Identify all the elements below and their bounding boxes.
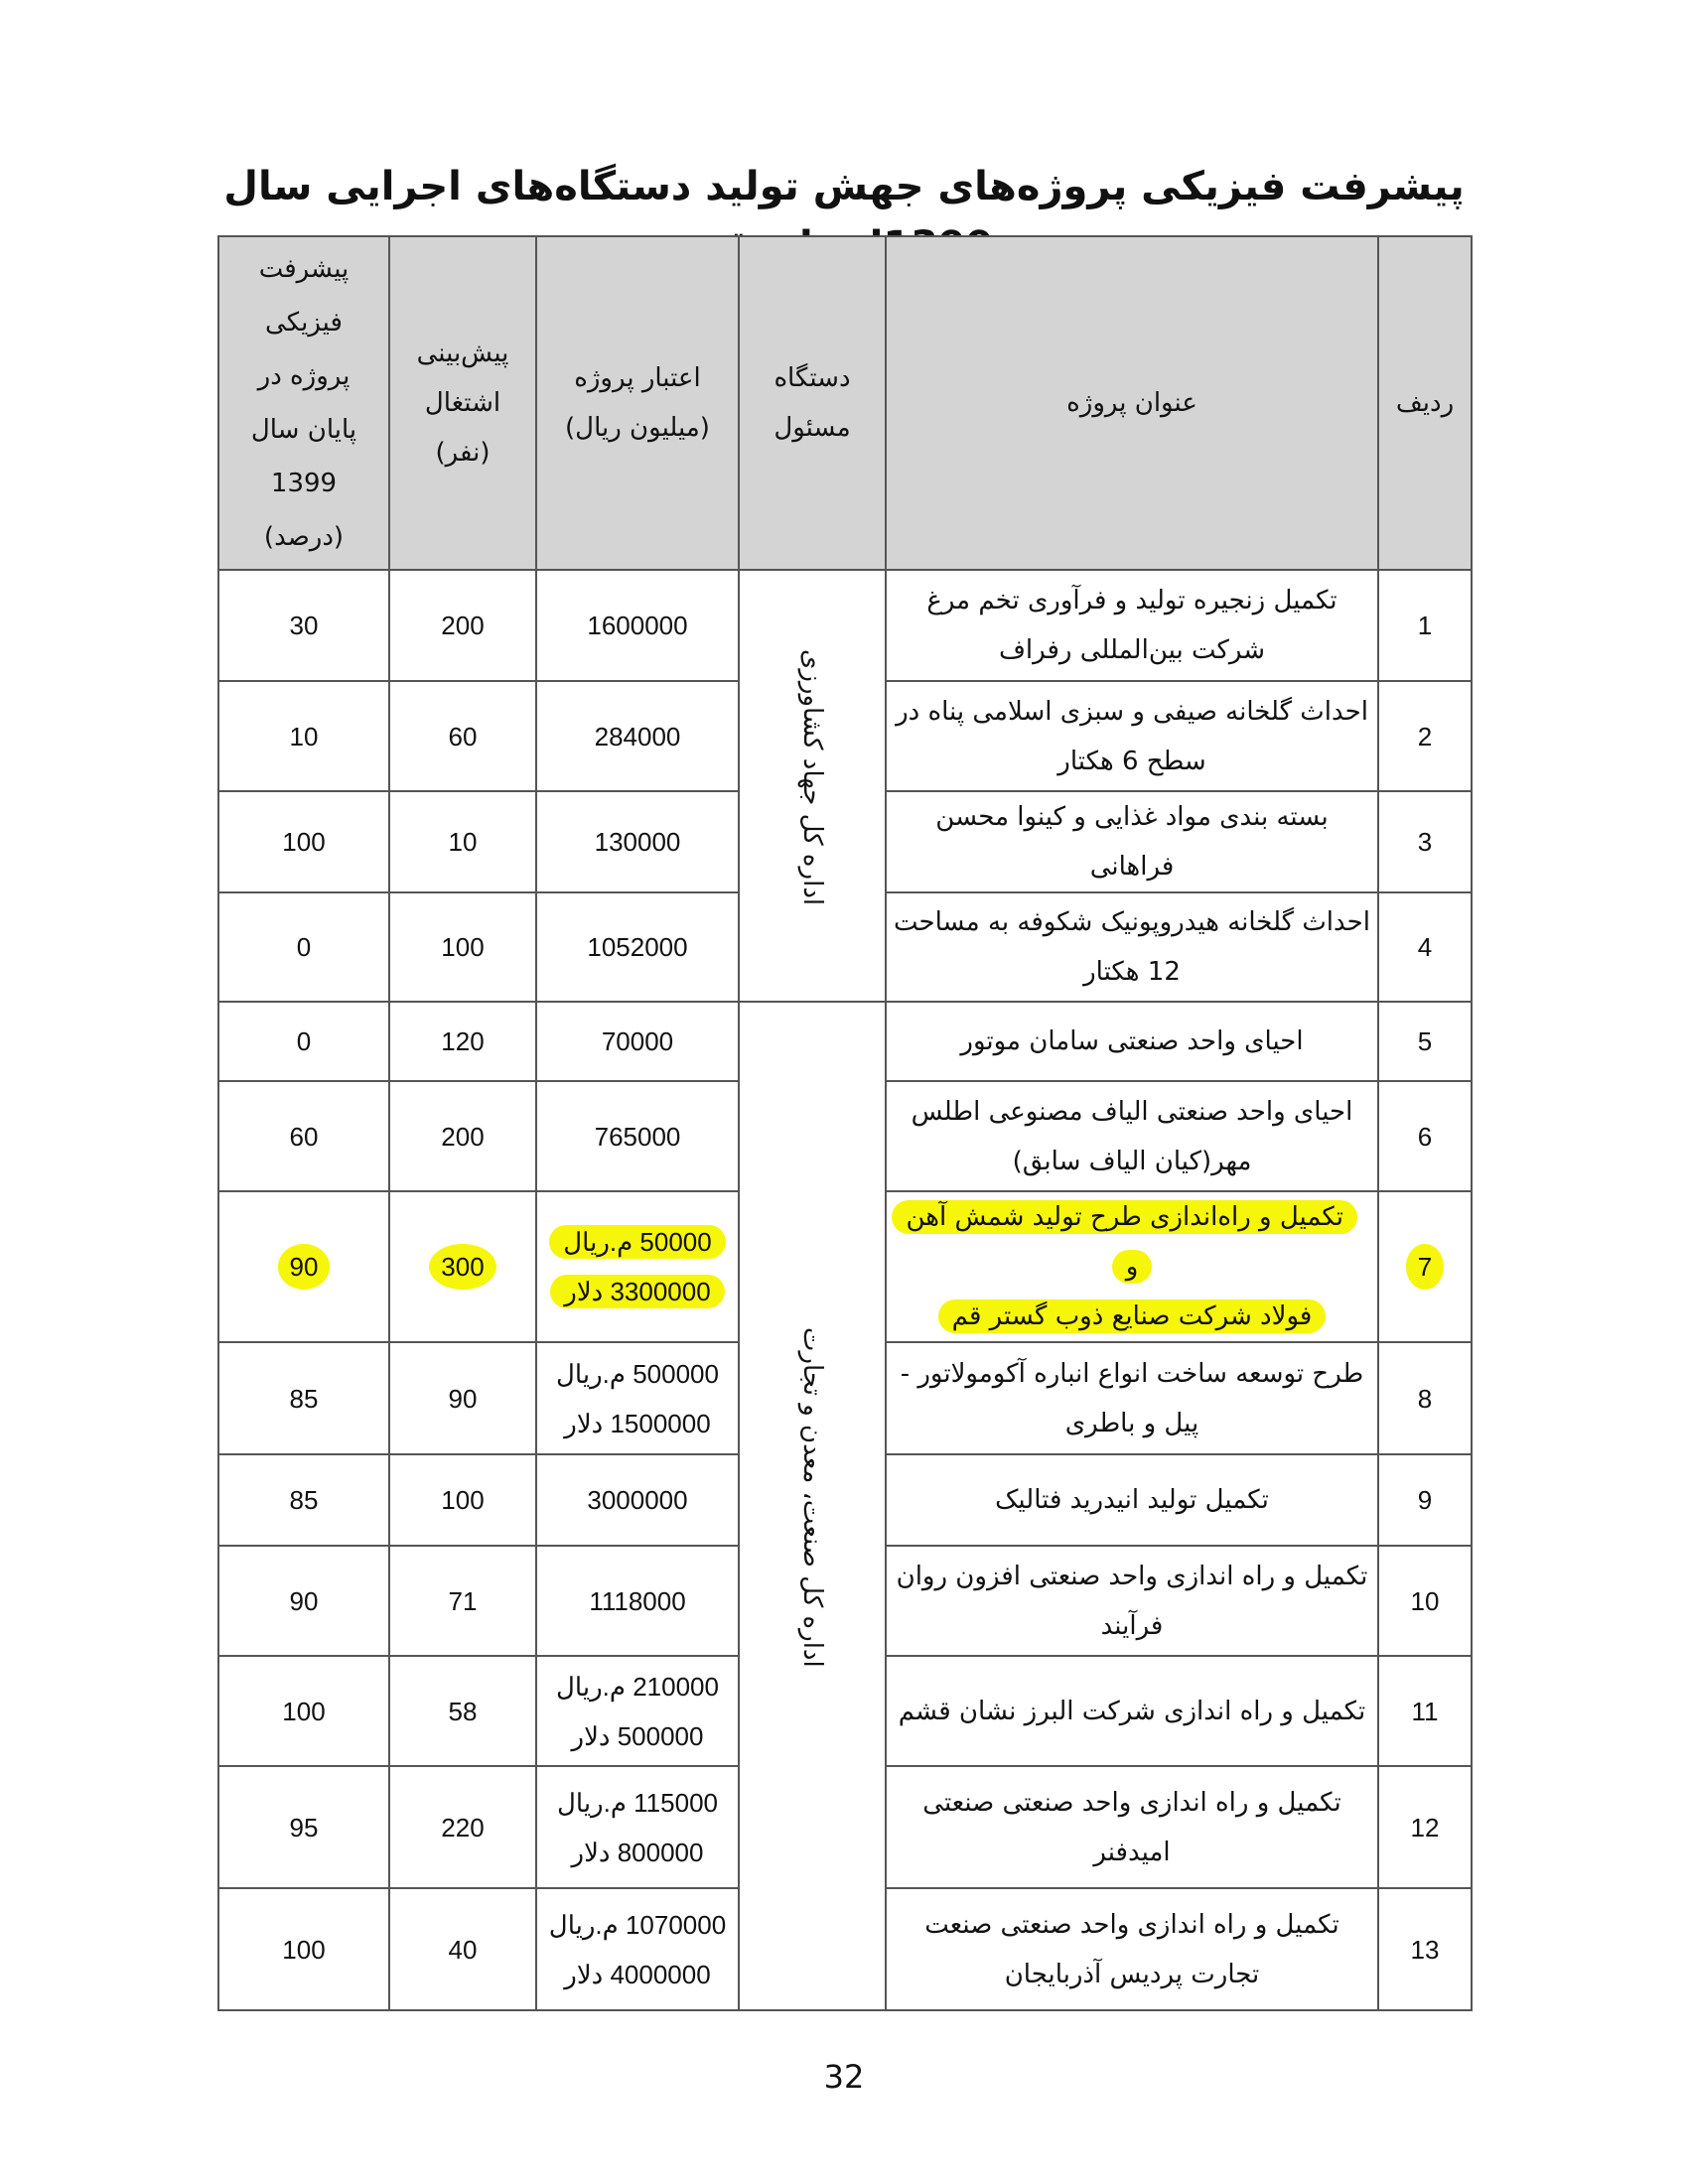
- employment-cell: 71: [389, 1546, 536, 1656]
- credit-cell: [536, 1888, 739, 2010]
- page-number: 32: [823, 2058, 865, 2096]
- highlight-mark: 50000 م.ریال: [549, 1225, 725, 1259]
- row-number: 4: [1378, 892, 1472, 1002]
- header-project-title: عنوان پروژه: [886, 236, 1378, 570]
- row-number: 2: [1378, 681, 1472, 791]
- project-title-line: شرکت بین‌المللی رفراف: [998, 635, 1265, 665]
- header-employment-line: پیش‌بینی: [416, 339, 509, 368]
- projects-table: [217, 235, 1473, 2011]
- credit-line: 1070000 م.ریال: [548, 1909, 727, 1940]
- credit-line: 500000 دلار: [571, 1720, 704, 1751]
- project-title-line: احداث گلخانه صیفی و سبزی اسلامی پناه در: [896, 696, 1368, 727]
- credit-line: 3000000: [587, 1485, 688, 1515]
- project-title-line: [893, 1292, 1371, 1341]
- header-credit-line: اعتبار پروژه: [574, 363, 701, 393]
- credit-cell: [536, 1342, 739, 1454]
- row-number: 1: [1378, 570, 1472, 681]
- row-number: 12: [1378, 1766, 1472, 1888]
- highlight-mark: 7: [1406, 1244, 1444, 1290]
- project-title: [886, 1766, 1378, 1888]
- credit-cell: [536, 1546, 739, 1656]
- project-title-line: سطح 6 هکتار: [1057, 746, 1206, 776]
- header-employment-line: (نفر): [435, 438, 491, 468]
- header-progress-line: 1399: [270, 469, 338, 498]
- highlight-mark: 90: [278, 1244, 331, 1290]
- progress-cell: 60: [218, 1081, 389, 1191]
- header-employment-line: اشتغال: [424, 388, 501, 418]
- project-title: [886, 892, 1378, 1002]
- credit-line: [543, 1267, 732, 1316]
- row-number: 6: [1378, 1081, 1472, 1191]
- header-department-line: مسئول: [774, 413, 851, 443]
- credit-cell: [536, 892, 739, 1002]
- credit-line: 500000 م.ریال: [556, 1358, 719, 1389]
- header-row-no: ردیف: [1378, 236, 1472, 570]
- department-cell-industry: [739, 1002, 886, 2010]
- employment-cell: [389, 1191, 536, 1342]
- project-title-line: احیای واحد صنعتی سامان موتور: [960, 1026, 1304, 1056]
- project-title: [886, 1191, 1378, 1342]
- progress-cell: 30: [218, 570, 389, 681]
- highlight-mark: 3300000 دلار: [550, 1275, 724, 1308]
- project-title-line: طرح توسعه ساخت انواع انباره آکومولاتور -: [900, 1358, 1364, 1389]
- progress-cell: 100: [218, 1888, 389, 2010]
- employment-cell: 58: [389, 1656, 536, 1766]
- project-title: [886, 1546, 1378, 1656]
- progress-cell: 100: [218, 791, 389, 892]
- project-title-line: مهر(کیان الیاف سابق): [1012, 1146, 1252, 1176]
- project-title: [886, 791, 1378, 892]
- project-title: [886, 1342, 1378, 1454]
- progress-cell: [218, 1191, 389, 1342]
- project-title-line: بسته بندی مواد غذایی و کینوا محسن فراهانی: [935, 802, 1329, 882]
- credit-line: 1600000: [587, 611, 688, 640]
- project-title-line: تجارت پردیس آذربایجان: [1004, 1959, 1260, 1989]
- credit-line: 210000 م.ریال: [556, 1671, 719, 1702]
- credit-line: 115000 م.ریال: [557, 1787, 718, 1818]
- highlight-mark: تکمیل و راه‌اندازی طرح تولید شمش آهن و: [892, 1200, 1357, 1284]
- progress-cell: 95: [218, 1766, 389, 1888]
- project-title: [886, 1454, 1378, 1546]
- row-number: 9: [1378, 1454, 1472, 1546]
- project-title-line: [893, 1192, 1371, 1292]
- row-number: 5: [1378, 1002, 1472, 1081]
- department-cell-agriculture: [739, 570, 886, 1002]
- employment-cell: 10: [389, 791, 536, 892]
- progress-cell: 10: [218, 681, 389, 791]
- credit-cell: [536, 1656, 739, 1766]
- row-number: 3: [1378, 791, 1472, 892]
- department-industry: اداره کل صنعت، معدن و تجارت: [797, 1327, 827, 1668]
- progress-cell: 85: [218, 1454, 389, 1546]
- project-title-line: فرآیند: [1100, 1610, 1164, 1641]
- header-department: [739, 236, 886, 570]
- employment-cell: 200: [389, 1081, 536, 1191]
- project-title: [886, 570, 1378, 681]
- progress-cell: 0: [218, 892, 389, 1002]
- credit-line: 800000 دلار: [571, 1837, 704, 1867]
- credit-line: 130000: [594, 827, 681, 857]
- table-row: [218, 570, 1472, 681]
- employment-cell: 60: [389, 681, 536, 791]
- project-title: [886, 1656, 1378, 1766]
- employment-cell: 100: [389, 892, 536, 1002]
- credit-line: 765000: [594, 1121, 681, 1152]
- credit-line: 1500000 دلار: [564, 1408, 711, 1438]
- progress-cell: 0: [218, 1002, 389, 1081]
- project-title: [886, 1888, 1378, 2010]
- credit-line: 70000: [601, 1026, 674, 1056]
- progress-cell: 100: [218, 1656, 389, 1766]
- project-title-line: تکمیل تولید انیدرید فتالیک: [995, 1485, 1269, 1515]
- header-employment: [389, 236, 536, 570]
- credit-cell: [536, 791, 739, 892]
- credit-cell: [536, 1454, 739, 1546]
- project-title-line: 12 هکتار: [1083, 957, 1181, 987]
- project-title: [886, 1081, 1378, 1191]
- progress-cell: 90: [218, 1546, 389, 1656]
- employment-cell: 120: [389, 1002, 536, 1081]
- employment-cell: 100: [389, 1454, 536, 1546]
- project-title: [886, 1002, 1378, 1081]
- credit-cell: [536, 1766, 739, 1888]
- project-title-line: پیل و باطری: [1064, 1408, 1199, 1438]
- header-progress-line: فیزیکی: [265, 308, 343, 338]
- employment-cell: 200: [389, 570, 536, 681]
- header-progress: [218, 236, 389, 570]
- highlight-mark: 300: [429, 1244, 495, 1290]
- project-title-line: تکمیل و راه اندازی واحد صنعتی صنعت: [924, 1909, 1339, 1940]
- credit-line: 284000: [594, 721, 681, 751]
- credit-line: 1052000: [587, 932, 688, 962]
- page-title: پیشرفت فیزیکی پروژه‌های جهش تولید دستگاه‌های اجرایی سال: [223, 164, 1465, 209]
- department-agriculture: اداره کل جهاد کشاورزی: [797, 648, 827, 906]
- credit-cell: [536, 570, 739, 681]
- project-title-line: احداث گلخانه هیدروپونیک شکوفه به مساحت: [894, 907, 1370, 937]
- project-title-line: احیای واحد صنعتی الیاف مصنوعی اطلس: [911, 1096, 1353, 1127]
- row-number: 11: [1378, 1656, 1472, 1766]
- progress-cell: 85: [218, 1342, 389, 1454]
- credit-cell: [536, 1002, 739, 1081]
- project-title: [886, 681, 1378, 791]
- header-progress-line: پروژه در: [257, 361, 351, 391]
- header-progress-line: (درصد): [263, 522, 345, 552]
- employment-cell: 220: [389, 1766, 536, 1888]
- project-title-line: تکمیل و راه اندازی واحد صنعتی صنعتی: [922, 1787, 1341, 1818]
- header-progress-line: پیشرفت: [258, 254, 350, 284]
- row-number: 10: [1378, 1546, 1472, 1656]
- project-title-line: تکمیل و راه اندازی شرکت البرز نشان قشم: [898, 1696, 1366, 1726]
- highlight-mark: فولاد شرکت صنایع ذوب گستر قم: [938, 1299, 1327, 1333]
- header-credit-line: (میلیون ریال): [565, 413, 710, 443]
- project-title-line: امیدفنر: [1093, 1837, 1171, 1867]
- project-title-line: تکمیل و راه اندازی واحد صنعتی افزون روان: [896, 1561, 1368, 1591]
- table-row: [218, 1002, 1472, 1081]
- credit-line: [543, 1217, 732, 1267]
- header-row: [218, 236, 1472, 570]
- header-credit: [536, 236, 739, 570]
- credit-cell: [536, 681, 739, 791]
- row-number: 8: [1378, 1342, 1472, 1454]
- employment-cell: 40: [389, 1888, 536, 2010]
- header-progress-line: پایان سال: [250, 415, 357, 445]
- employment-cell: 90: [389, 1342, 536, 1454]
- credit-cell: [536, 1191, 739, 1342]
- row-number: [1378, 1191, 1472, 1342]
- credit-line: 1118000: [589, 1585, 686, 1616]
- header-department-line: دستگاه: [774, 363, 851, 393]
- credit-line: 4000000 دلار: [564, 1959, 711, 1989]
- row-number: 13: [1378, 1888, 1472, 2010]
- project-title-line: تکمیل زنجیره تولید و فرآوری تخم مرغ: [926, 586, 1337, 615]
- credit-cell: [536, 1081, 739, 1191]
